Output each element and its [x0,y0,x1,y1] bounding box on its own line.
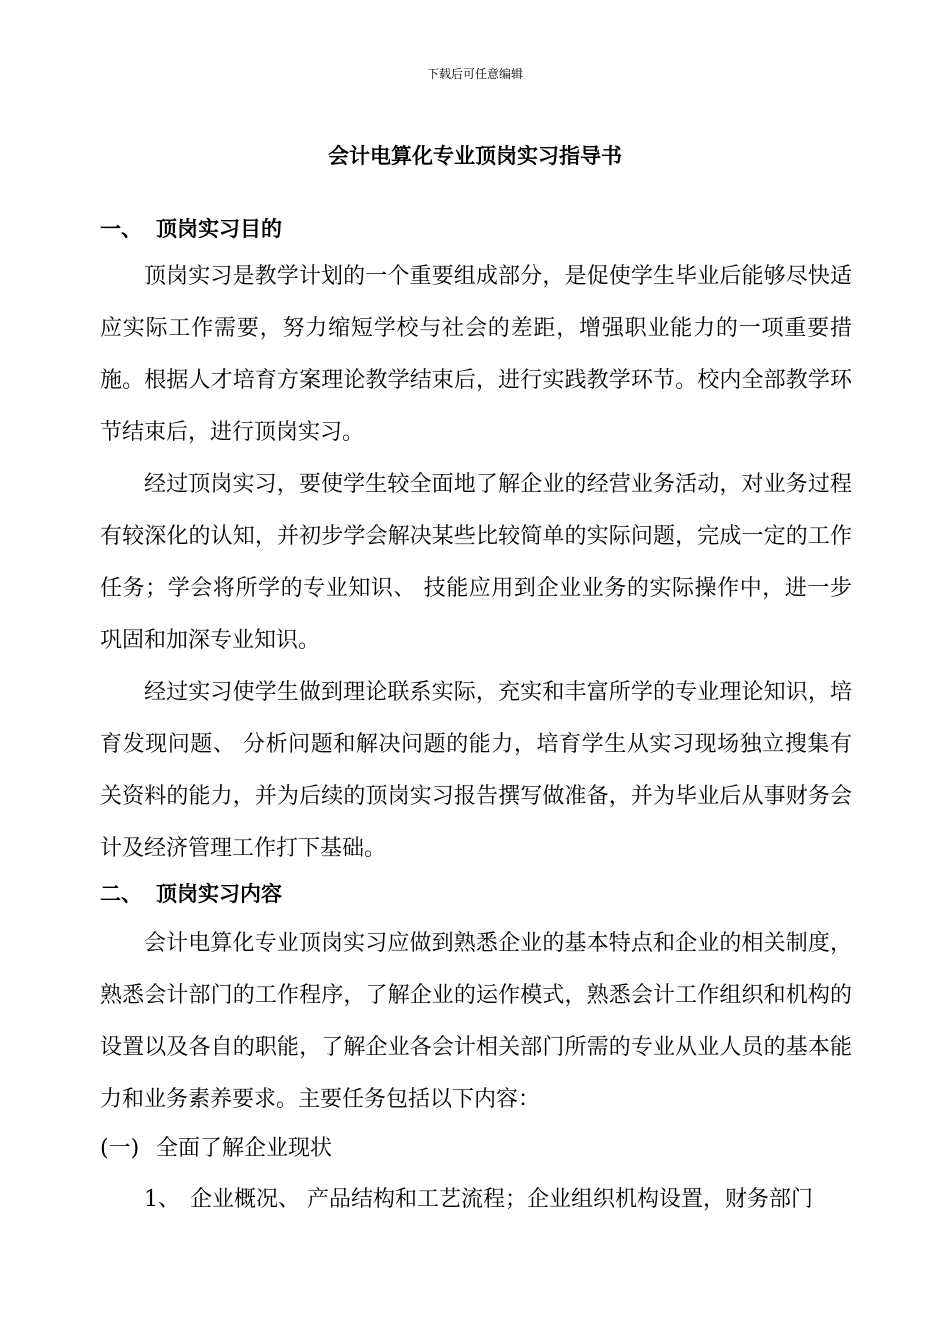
section-2-number: 二、 [100,882,142,906]
subsection-1-number: (一) [100,1136,140,1161]
section-1-paragraph-3: 经过实习使学生做到理论联系实际，充实和丰富所学的专业理论知识，培育发现问题、 分析问题和解决问题的能力，培育学生从实习现场独立搜集有关资料的能力，并为后续的顶岗实习报告撰写做准备，并为毕业后从事财务会计及经济管理工作打下基础。 [100,680,852,861]
section-1-heading [100,215,282,243]
page-title: 会计电算化专业顶岗实习指导书 [328,144,622,168]
section-1-number: 一、 [100,217,142,241]
section-2-heading [100,880,282,908]
section-1-paragraph-2: 经过顶岗实习，要使学生较全面地了解企业的经营业务活动，对业务过程有较深化的认知，并初步学会解决某些比较简单的实际问题，完成一定的工作任务；学会将所学的专业知识、 技能应用到企业业务的实际操作中，进一步巩固和加深专业知识。 [100,472,852,653]
list-item [144,1185,852,1215]
section-1-paragraph-1: 顶岗实习是教学计划的一个重要组成部分，是促使学生毕业后能够尽快适应实际工作需要，努力缩短学校与社会的差距，增强职业能力的一项重要措施。根据人才培育方案理论教学结束后，进行实践教学环节。校内全部教学环节结束后，进行顶岗实习。 [100,264,852,445]
section-2-paragraph-1: 会计电算化专业顶岗实习应做到熟悉企业的基本特点和企业的相关制度，熟悉会计部门的工作程序，了解企业的运作模式，熟悉会计工作组织和机构的设置以及各自的职能，了解企业各会计相关部门所需的专业从业人员的基本能力和业务素养要求。主要任务包括以下内容： [100,931,852,1112]
section-1-title: 顶岗实习目的 [156,217,282,241]
list-item-text: 企业概况、 产品结构和工艺流程；企业组织机构设置，财务部门 [190,1187,813,1212]
section-2-title: 顶岗实习内容 [156,882,282,906]
list-item-number: 1、 [144,1187,180,1212]
subsection-1-title: 全面了解企业现状 [156,1136,333,1161]
subsection-1-heading [100,1134,332,1164]
header-note: 下载后可任意编辑 [426,67,523,81]
